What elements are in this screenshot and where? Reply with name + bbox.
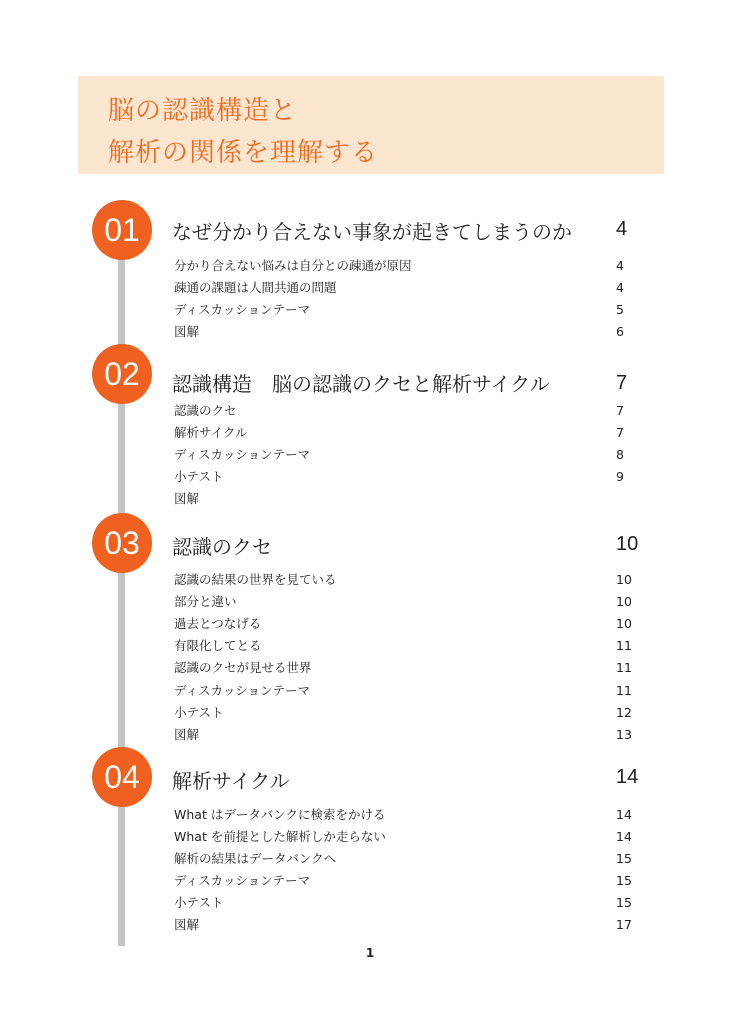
toc-item[interactable] [0, 569, 740, 591]
toc-item-page: 7 [616, 425, 624, 440]
toc-item-page: 17 [616, 917, 632, 932]
toc-item[interactable] [0, 422, 740, 444]
title-line-2: 解析の関係を理解する [108, 138, 379, 168]
toc-item[interactable] [0, 804, 740, 826]
toc-item[interactable] [0, 914, 740, 936]
toc-item-label: ディスカッションテーマ [174, 683, 311, 698]
toc-item-label: 認識の結果の世界を見ている [174, 572, 337, 587]
toc-item-page: 6 [616, 324, 624, 339]
toc-item-page: 5 [616, 302, 624, 317]
toc-item-label: 認識のクセ [174, 403, 237, 418]
section-title[interactable]: 認識のクセ [172, 535, 272, 559]
title-line-1: 脳の認識構造と [108, 96, 298, 126]
toc-item-label: ディスカッションテーマ [174, 873, 311, 888]
toc-item[interactable] [0, 702, 740, 724]
toc-item[interactable] [0, 724, 740, 746]
toc-item-page: 4 [616, 258, 624, 273]
toc-item[interactable] [0, 892, 740, 914]
section-title[interactable]: なぜ分かり合えない事象が起きてしまうのか [172, 220, 572, 244]
toc-item-label: 図解 [174, 917, 200, 932]
toc-item-page: 11 [616, 683, 632, 698]
toc-item-label: 分かり合えない悩みは自分との疎通が原因 [174, 258, 412, 273]
toc-item-page: 14 [616, 829, 632, 844]
toc-item-label: ディスカッションテーマ [174, 302, 311, 317]
toc-item-page: 10 [616, 616, 632, 631]
toc-item[interactable] [0, 277, 740, 299]
title-banner [78, 76, 664, 174]
toc-item-page: 12 [616, 705, 632, 720]
section-page: 4 [616, 218, 628, 240]
toc-item-page: 10 [616, 594, 632, 609]
toc-item[interactable] [0, 613, 740, 635]
toc-item-label: 図解 [174, 324, 200, 339]
section-title[interactable]: 解析サイクル [172, 769, 290, 793]
toc-item-page: 15 [616, 873, 632, 888]
toc-item-label: 認識のクセが見せる世界 [174, 660, 312, 675]
toc-item-label: 小テスト [174, 469, 224, 484]
section-number-badge: 01 [92, 200, 152, 260]
section-number-badge: 03 [92, 513, 152, 573]
toc-item-page: 4 [616, 280, 624, 295]
toc-item-page: 15 [616, 895, 632, 910]
toc-item-page: 8 [616, 447, 624, 462]
toc-item-page: 10 [616, 572, 632, 587]
page-number: 1 [365, 946, 375, 960]
section-page: 14 [616, 766, 639, 788]
toc-item-label: 図解 [174, 727, 200, 742]
toc-item-label: 解析サイクル [174, 425, 248, 440]
toc-item-page: 9 [616, 469, 624, 484]
toc-item-label: 小テスト [174, 895, 224, 910]
toc-item[interactable] [0, 255, 740, 277]
toc-item-label: 有限化してとる [174, 638, 262, 653]
section-page: 10 [616, 533, 639, 555]
toc-item-page: 15 [616, 851, 632, 866]
toc-item-label: 部分と違い [174, 594, 237, 609]
toc-item[interactable] [0, 400, 740, 422]
toc-item[interactable] [0, 635, 740, 657]
toc-item[interactable] [0, 466, 740, 488]
toc-item-label: ディスカッションテーマ [174, 447, 311, 462]
toc-item-label: 疎通の課題は人間共通の問題 [174, 280, 337, 295]
toc-item-page: 13 [616, 727, 632, 742]
toc-item[interactable] [0, 591, 740, 613]
section-number-badge: 04 [92, 747, 152, 807]
toc-item[interactable] [0, 488, 740, 510]
toc-item[interactable] [0, 826, 740, 848]
toc-item-page: 11 [616, 660, 632, 675]
toc-item-label: 過去とつなげる [174, 616, 262, 631]
toc-item[interactable] [0, 680, 740, 702]
toc-item[interactable] [0, 657, 740, 679]
section-title[interactable]: 認識構造 脳の認識のクセと解析サイクル [172, 372, 550, 396]
toc-item-label: 小テスト [174, 705, 224, 720]
section-number-badge: 02 [92, 344, 152, 404]
toc-item-label: What を前提とした解析しか走らない [174, 829, 386, 844]
toc-item[interactable] [0, 848, 740, 870]
toc-item[interactable] [0, 870, 740, 892]
toc-item-page: 7 [616, 403, 624, 418]
toc-item[interactable] [0, 444, 740, 466]
toc-item-label: 図解 [174, 491, 200, 506]
toc-item-label: 解析の結果はデータバンクへ [174, 851, 337, 866]
toc-item-label: What はデータバンクに検索をかける [174, 807, 386, 822]
toc-item-page: 11 [616, 638, 632, 653]
section-page: 7 [616, 372, 628, 394]
toc-item[interactable] [0, 299, 740, 321]
toc-item[interactable] [0, 321, 740, 343]
toc-item-page: 14 [616, 807, 632, 822]
